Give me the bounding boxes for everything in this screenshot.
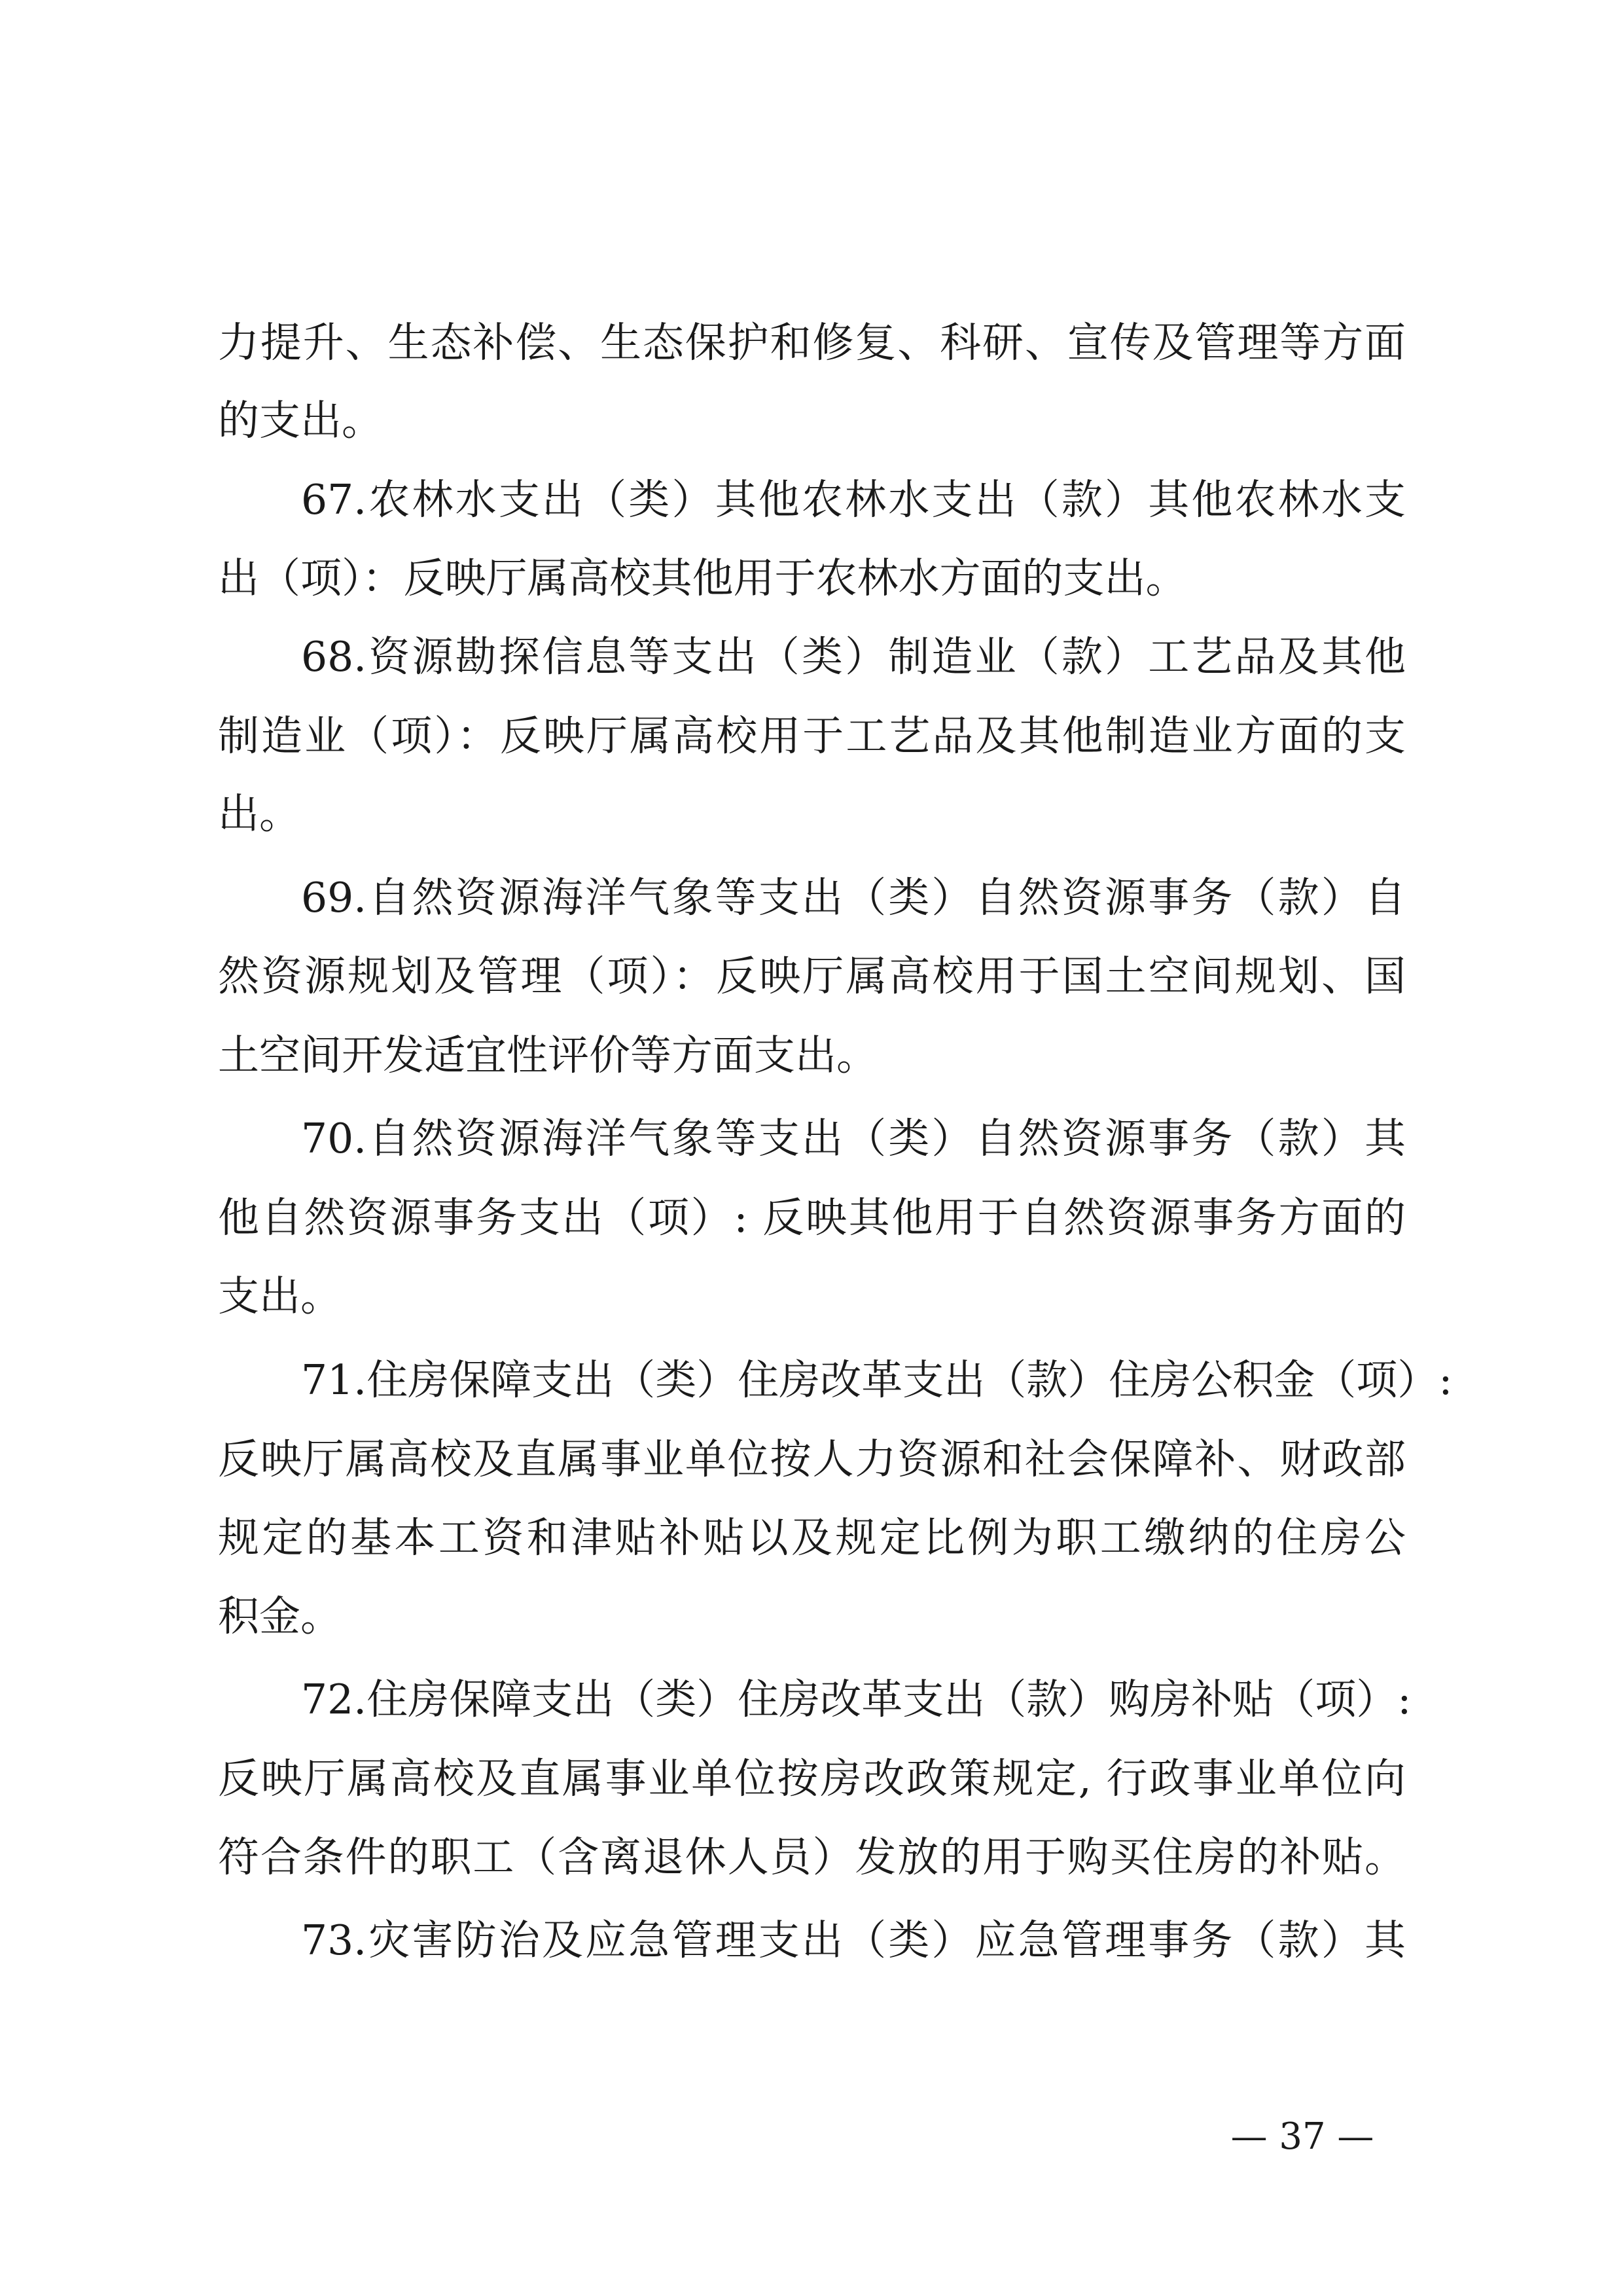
text-line: 符合条件的职工（含离退休人员）发放的用于购买住房的补贴。 <box>218 1833 1406 1881</box>
page-number: — 37 — <box>1230 2115 1374 2158</box>
text-line: 规定的基本工资和津贴补贴以及规定比例为职工缴纳的住房公 <box>218 1514 1406 1562</box>
text-line: 制造业（项）：反映厅属高校用于工艺品及其他制造业方面的支 <box>218 712 1406 760</box>
text-line: 然资源规划及管理（项）：反映厅属高校用于国土空间规划、国 <box>218 952 1406 1000</box>
text-line: 出（项）：反映厅属高校其他用于农林水方面的支出。 <box>218 554 1187 602</box>
text-line: 力提升、生态补偿、生态保护和修复、科研、宣传及管理等方面 <box>218 319 1406 367</box>
text-line: 70.自然资源海洋气象等支出（类）自然资源事务（款）其 <box>301 1115 1406 1162</box>
text-line: 68.资源勘探信息等支出（类）制造业（款）工艺品及其他 <box>301 633 1406 681</box>
text-line: 出。 <box>218 790 300 838</box>
text-line: 反映厅属高校及直属事业单位按房改政策规定, 行政事业单位向 <box>218 1755 1406 1803</box>
text-line: 支出。 <box>218 1272 342 1320</box>
text-line: 67.农林水支出（类）其他农林水支出（款）其他农林水支 <box>301 476 1406 524</box>
text-line: 反映厅属高校及直属事业单位按人力资源和社会保障补、财政部 <box>218 1435 1406 1483</box>
text-line: 他自然资源事务支出（项）: 反映其他用于自然资源事务方面的 <box>218 1194 1406 1242</box>
text-line: 土空间开发适宜性评价等方面支出。 <box>218 1031 878 1079</box>
text-line: 72.住房保障支出（类）住房改革支出（款）购房补贴（项）: <box>301 1676 1412 1723</box>
text-line: 积金。 <box>218 1592 342 1640</box>
text-line: 的支出。 <box>218 397 383 444</box>
text-line: 69.自然资源海洋气象等支出（类）自然资源事务（款）自 <box>301 874 1406 922</box>
text-line: 73.灾害防治及应急管理支出（类）应急管理事务（款）其 <box>301 1916 1406 1964</box>
text-line: 71.住房保障支出（类）住房改革支出（款）住房公积金（项）: <box>301 1356 1453 1404</box>
